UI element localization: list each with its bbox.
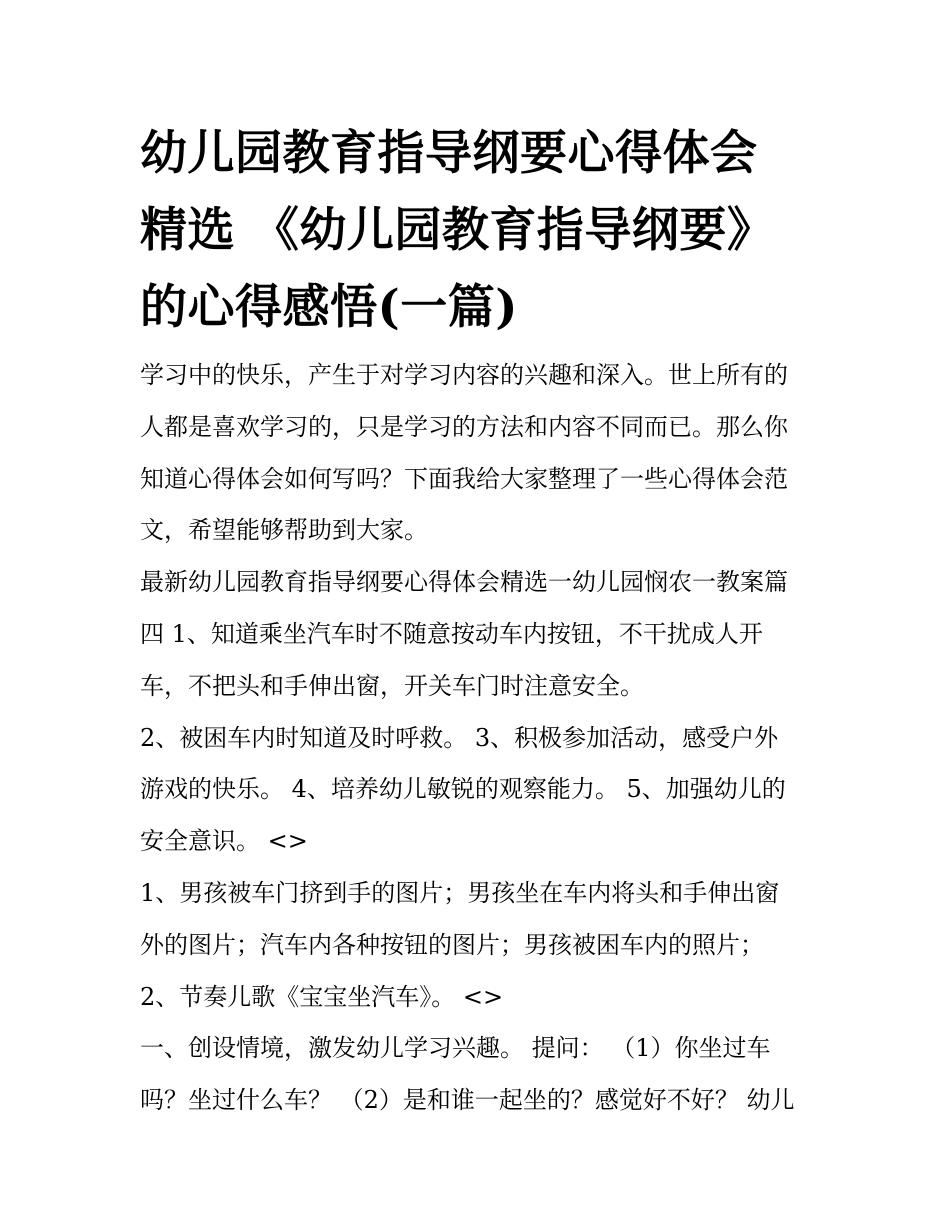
body-line: 四 1、知道乘坐汽车时不随意按动车内按钮，不干扰成人开 <box>140 619 763 648</box>
body-line: 2、被困车内时知道及时呼救。 3、积极参加活动，感受户外 <box>140 723 779 752</box>
body-line: 最新幼儿园教育指导纲要心得体会精选一幼儿园悯农一教案篇 <box>140 568 788 597</box>
document-body <box>140 350 830 1127</box>
body-line: 学习中的快乐，产生于对学习内容的兴趣和深入。世上所有的 <box>140 361 788 389</box>
body-line: 外的图片；汽车内各种按钮的图片；男孩被困车内的照片； <box>140 930 764 959</box>
body-line: 车，不把头和手伸出窗，开关车门时注意安全。 <box>140 671 644 700</box>
body-line: 知道心得体会如何写吗？下面我给大家整理了一些心得体会范 <box>140 464 788 493</box>
body-line: 吗？坐过什么车？ （2）是和谁一起坐的？感觉好不好？ 幼儿 <box>140 1086 795 1115</box>
title-line: 精选 《幼儿园教育指导纲要》 <box>140 203 775 258</box>
document-title <box>140 115 820 346</box>
body-line: 一、创设情境，激发幼儿学习兴趣。 提问： （1）你坐过车 <box>140 1034 771 1063</box>
body-line: 2、节奏儿歌《宝宝坐汽车》。 <> <box>140 982 504 1011</box>
body-line: 安全意识。 <> <box>140 827 308 856</box>
body-line: 人都是喜欢学习的，只是学习的方法和内容不同而已。那么你 <box>140 412 788 441</box>
body-line: 文，希望能够帮助到大家。 <box>140 516 428 545</box>
title-line: 幼儿园教育指导纲要心得体会 <box>140 126 758 181</box>
title-line: 的心得感悟(一篇) <box>140 280 518 335</box>
body-line: 游戏的快乐。 4、培养幼儿敏锐的观察能力。 5、加强幼儿的 <box>140 775 786 804</box>
body-line: 1、男孩被车门挤到手的图片；男孩坐在车内将头和手伸出窗 <box>140 878 780 907</box>
